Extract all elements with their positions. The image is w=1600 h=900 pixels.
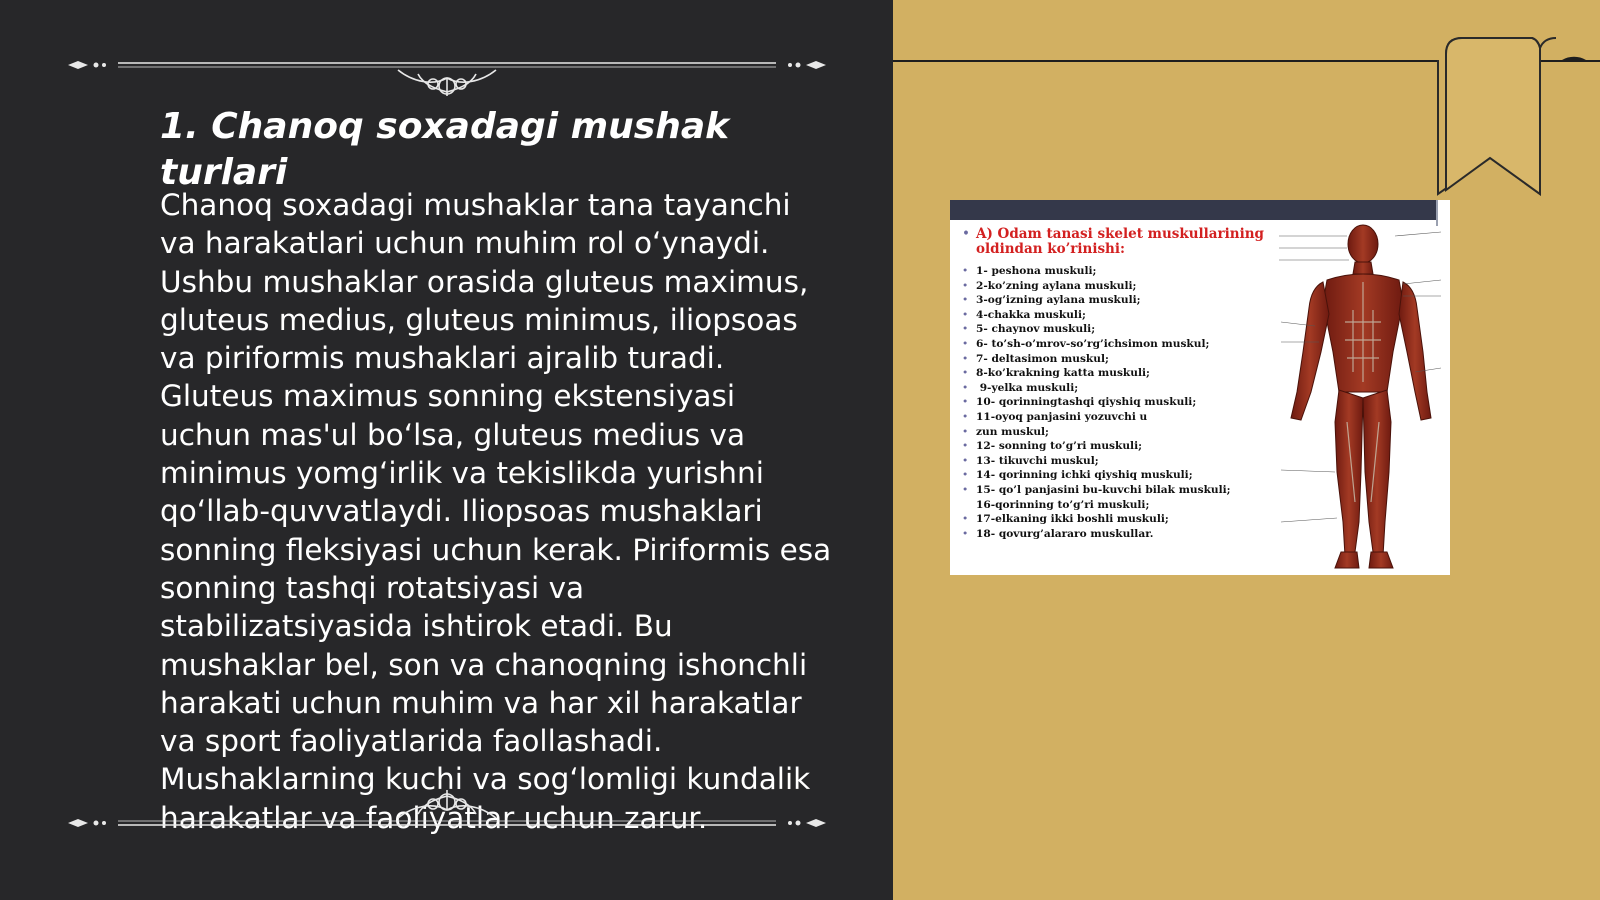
list-item: • 18- qovurg’alararo muskullar.	[962, 527, 1154, 540]
list-item: • 2-ko’zning aylana muskuli;	[962, 279, 1137, 292]
human-muscle-anatomy-icon	[1275, 222, 1445, 572]
list-item: • 6- to’sh-o’mrov-so’rg’ichsimon muskul;	[962, 337, 1210, 350]
slide-body-text: Chanoq soxadagi mushaklar tana tayanchi va harakatlari uchun muhim rol o‘ynaydi. Ushbu mushaklar orasida gluteus maximus, gluteus medius, gluteus minimus, iliopsoas va piriformis mushaklari ajralib turadi. Gluteus maximus sonning ekstensiyasi uchun mas'ul bo‘lsa, gluteus medius va minimus yomg‘irlik va tekislikda yurishni qo‘llab-quvvatlaydi. Iliopsoas mushaklari sonning fleksiyasi uchun kerak. Piriformis esa sonning tashqi rotatsiyasi va stabilizatsiyasida ishtirok etadi. Bu mushaklar bel, son va chanoqning ishonchli harakati uchun muhim va har xil harakatlar va sport faoliyatlarida faollashadi. Mushaklarning kuchi va sog‘lomligi kundalik harakatlar va faoliyatlar uchun zarur.	[160, 188, 832, 835]
figure-heading-line2: oldindan ko’rinishi:	[976, 241, 1125, 257]
list-item: • 17-elkaning ikki boshli muskuli;	[962, 513, 1169, 526]
figure-heading	[962, 227, 1292, 257]
list-item: • 15- qo’l panjasini bu-kuvchi bilak muskuli;	[962, 483, 1231, 496]
list-item: • 1- peshona muskuli;	[962, 265, 1097, 277]
slide-title: 1. Chanoq soxadagi mushak turlari	[160, 106, 730, 193]
list-item: • 10- qorinningtashqi qiyshiq muskuli;	[962, 396, 1197, 409]
list-item: • 13- tikuvchi muskul;	[962, 454, 1099, 467]
list-item: • 4-chakka muskuli;	[962, 308, 1086, 321]
anatomy-figure	[950, 200, 1450, 575]
figure-header-bar	[950, 200, 1436, 220]
bullet-icon: •	[962, 226, 970, 242]
list-item: • 11-oyoq panjasini yozuvchi u	[962, 410, 1148, 423]
bookmark-ribbon-icon	[1434, 32, 1594, 202]
list-item: • 12- sonning to’g’ri muskuli;	[962, 440, 1142, 453]
bottom-ornament-icon	[68, 782, 826, 832]
list-item: • 9-yelka muskuli;	[962, 381, 1079, 394]
muscle-list	[962, 264, 1292, 541]
list-item: • 7- deltasimon muskul;	[962, 352, 1109, 365]
list-item: • zun muskul;	[962, 425, 1049, 438]
list-item: • 14- qorinning ichki qiyshiq muskuli;	[962, 469, 1193, 482]
top-ornament-icon	[68, 48, 826, 98]
list-item: • 5- chaynov muskuli;	[962, 323, 1096, 336]
figure-heading-line1: A) Odam tanasi skelet muskullarining	[976, 226, 1264, 242]
list-item: 16-qorinning to’g’ri muskuli;	[976, 498, 1150, 511]
list-item: • 3-og’izning aylana muskuli;	[962, 294, 1141, 307]
list-item: • 8-ko’krakning katta muskuli;	[962, 367, 1150, 380]
